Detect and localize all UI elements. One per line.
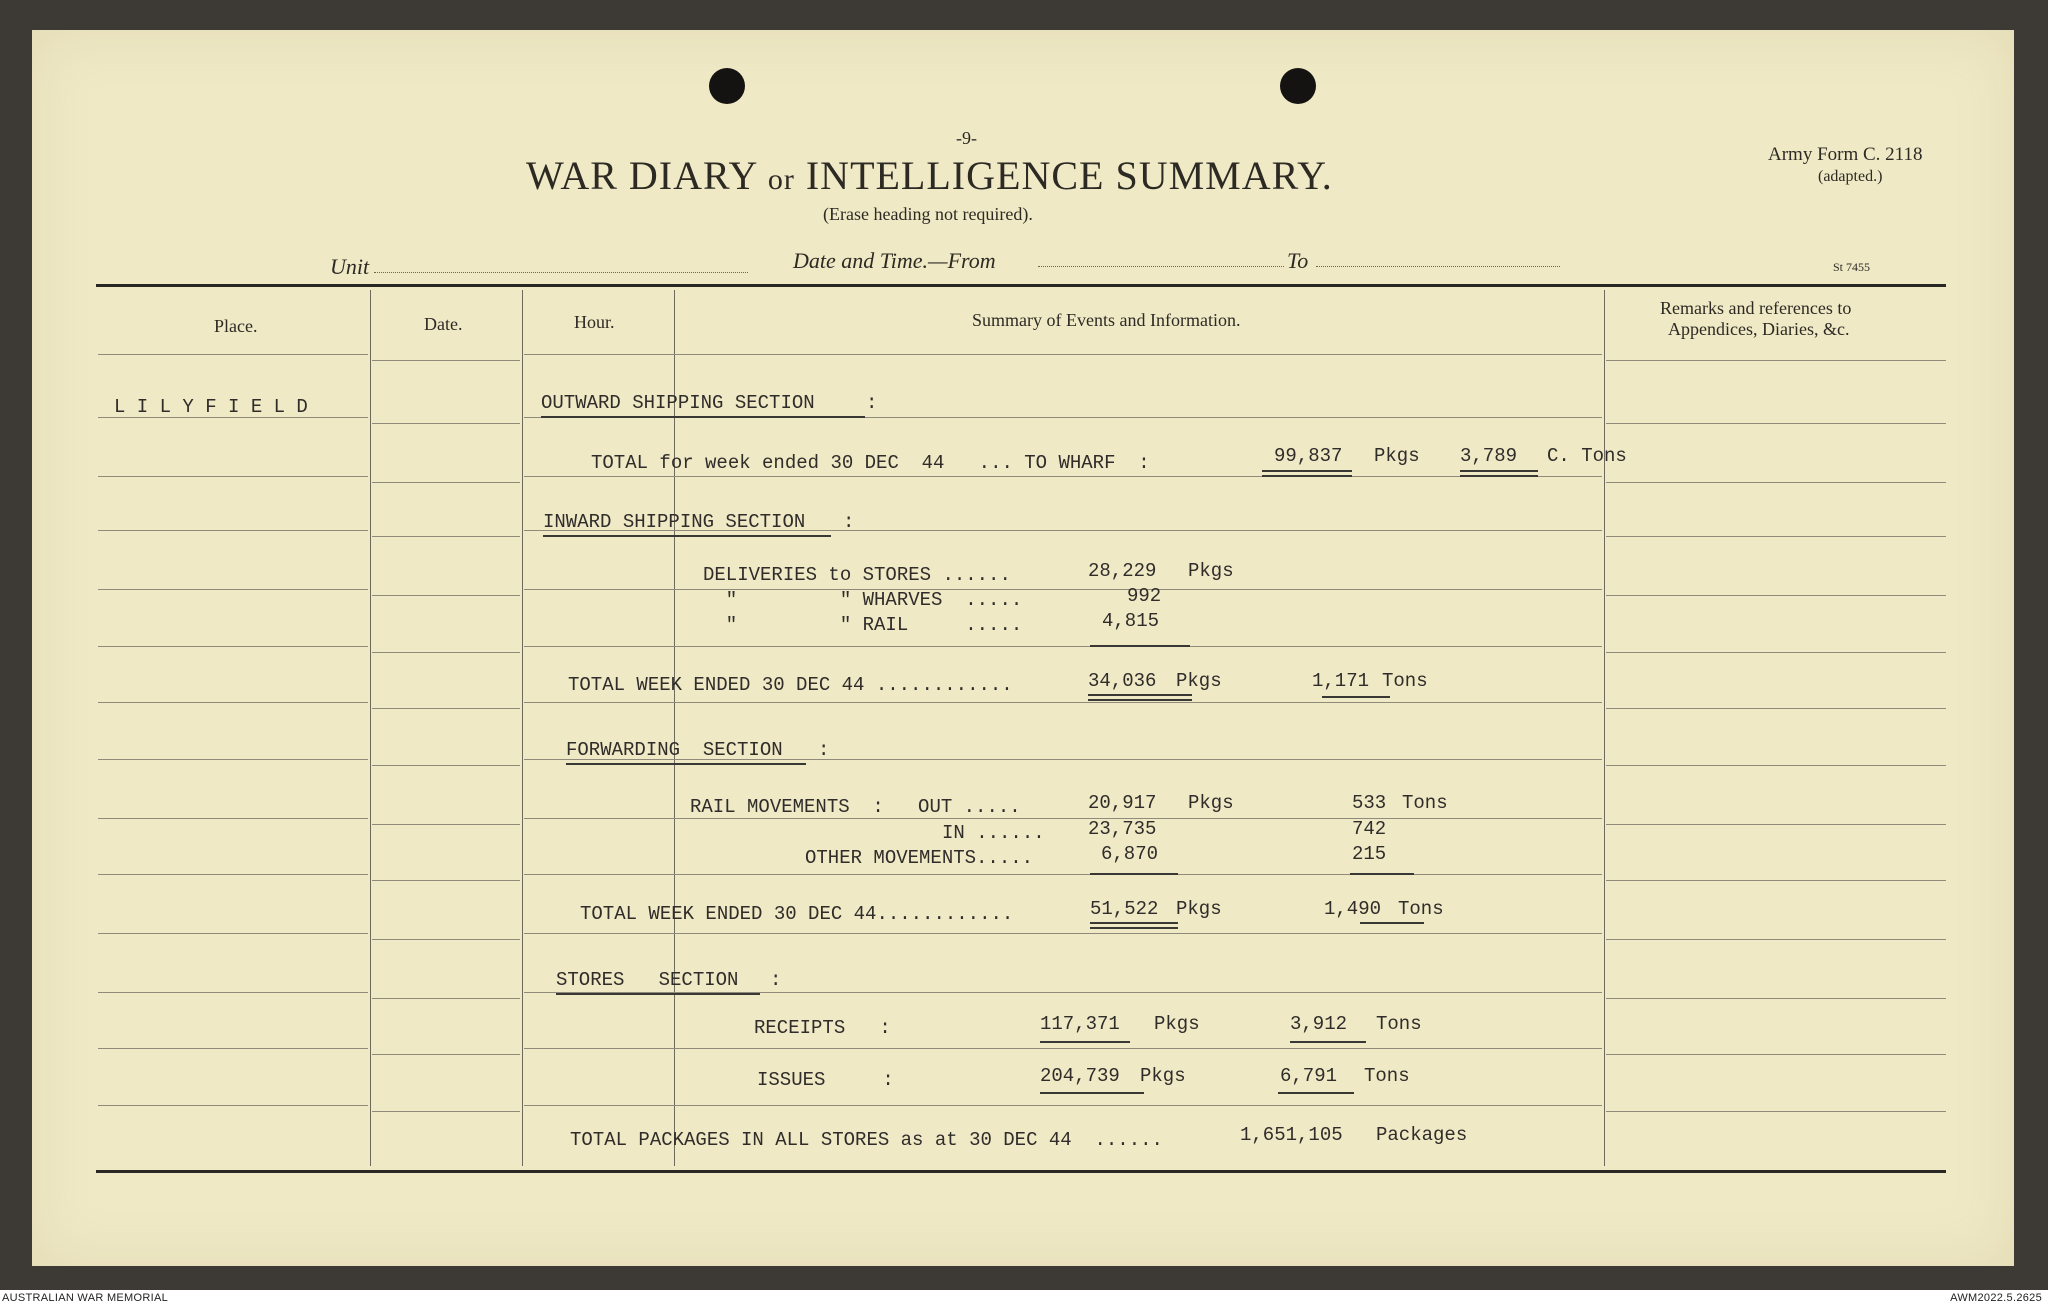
ruled-line xyxy=(98,1048,368,1049)
ruled-line xyxy=(98,354,368,355)
rail-out-label: RAIL MOVEMENTS : OUT ..... xyxy=(690,796,1021,818)
army-form-number: Army Form C. 2118 xyxy=(1768,144,1923,165)
ruled-line xyxy=(1606,880,1946,881)
value-underline xyxy=(1460,475,1538,477)
header-place: Place. xyxy=(214,316,258,336)
all-stores-value: 1,651,105 xyxy=(1240,1124,1343,1146)
ruled-line xyxy=(372,360,520,361)
outward-total-label: TOTAL for week ended 30 DEC 44 ... TO WHARF : xyxy=(591,452,1150,474)
ruled-line xyxy=(1606,1111,1946,1112)
all-stores-unit: Packages xyxy=(1376,1124,1468,1146)
ruled-line xyxy=(98,702,368,703)
erase-note: (Erase heading not required). xyxy=(823,204,1033,224)
value-underline xyxy=(1278,1092,1354,1094)
rail-out-tons: 533 xyxy=(1352,792,1387,814)
rail-in-tons: 742 xyxy=(1352,818,1387,840)
inward-total-tons-unit: Tons xyxy=(1382,670,1428,692)
inward-total-pkgs: 34,036 xyxy=(1088,670,1157,692)
table-top-rule xyxy=(96,284,1946,287)
heading-underline xyxy=(556,993,760,995)
ruled-line xyxy=(372,1111,520,1112)
rail-in-pkgs: 23,735 xyxy=(1088,818,1157,840)
to-field-line xyxy=(1316,266,1560,267)
deliveries-wharves-label: " " WHARVES ..... xyxy=(703,589,1023,611)
deliveries-stores-value: 28,229 xyxy=(1088,560,1157,582)
punch-hole xyxy=(1280,68,1316,104)
other-movements-pkgs: 6,870 xyxy=(1101,843,1159,865)
ruled-line xyxy=(524,1048,1602,1049)
ruled-line xyxy=(524,818,1602,819)
heading-colon: : xyxy=(818,739,830,761)
issues-pkgs-unit: Pkgs xyxy=(1140,1065,1186,1087)
value-underline xyxy=(1262,470,1352,472)
forwarding-total-tons-unit: Tons xyxy=(1398,898,1444,920)
header-summary: Summary of Events and Information. xyxy=(972,310,1241,330)
value-underline xyxy=(1290,1041,1366,1043)
heading-underline xyxy=(543,535,831,537)
receipts-pkgs: 117,371 xyxy=(1040,1013,1120,1035)
value-underline xyxy=(1262,475,1352,477)
ruled-line xyxy=(372,595,520,596)
header-remarks-line1: Remarks and references to xyxy=(1660,298,1852,318)
ruled-line xyxy=(98,818,368,819)
deliveries-stores-unit: Pkgs xyxy=(1188,560,1234,582)
page-number: -9- xyxy=(956,128,977,148)
deliveries-wharves-value: 992 xyxy=(1127,585,1162,607)
ruled-line xyxy=(372,423,520,424)
subtotal-underline xyxy=(1090,645,1190,647)
ruled-line xyxy=(1606,536,1946,537)
value-underline xyxy=(1090,927,1178,929)
date-hour-divider xyxy=(522,290,523,1166)
deliveries-rail-label: " " RAIL ..... xyxy=(703,614,1023,636)
outward-tons-unit: C. Tons xyxy=(1547,445,1627,467)
ruled-line xyxy=(372,652,520,653)
rail-out-pkgs-unit: Pkgs xyxy=(1188,792,1234,814)
forwarding-heading: FORWARDING SECTION xyxy=(566,739,783,761)
stock-code: St 7455 xyxy=(1833,260,1871,274)
ruled-line xyxy=(524,933,1602,934)
ruled-line xyxy=(1606,360,1946,361)
other-movements-tons: 215 xyxy=(1352,843,1387,865)
value-underline xyxy=(1460,470,1538,472)
receipts-pkgs-unit: Pkgs xyxy=(1154,1013,1200,1035)
forwarding-total-tons: 1,490 xyxy=(1324,898,1382,920)
ruled-line xyxy=(524,589,1602,590)
forwarding-total-pkgs: 51,522 xyxy=(1090,898,1159,920)
ruled-line xyxy=(98,589,368,590)
issues-label: ISSUES : xyxy=(757,1069,894,1091)
heading-underline xyxy=(566,763,806,765)
ruled-line xyxy=(1606,824,1946,825)
heading-colon: : xyxy=(843,511,855,533)
ruled-line xyxy=(1606,708,1946,709)
stores-heading: STORES SECTION xyxy=(556,969,739,991)
rail-out-pkgs: 20,917 xyxy=(1088,792,1157,814)
heading-underline xyxy=(541,416,865,418)
header-date: Date. xyxy=(424,314,463,334)
ruled-line xyxy=(372,939,520,940)
ruled-line xyxy=(524,476,1602,477)
ruled-line xyxy=(1606,482,1946,483)
archive-accession-number: AWM2022.5.2625 xyxy=(1950,1292,2042,1304)
ruled-line xyxy=(372,708,520,709)
header-remarks-line2: Appendices, Diaries, &c. xyxy=(1668,319,1850,339)
subtotal-underline xyxy=(1350,873,1414,875)
ruled-line xyxy=(372,880,520,881)
header-hour: Hour. xyxy=(574,312,615,332)
ruled-line xyxy=(98,933,368,934)
value-underline xyxy=(1322,696,1390,698)
deliveries-stores-label: DELIVERIES to STORES ...... xyxy=(703,564,1011,586)
subtotal-underline xyxy=(1090,873,1178,875)
date-time-label: Date and Time.—From xyxy=(793,248,996,273)
rail-in-label: IN ...... xyxy=(942,822,1045,844)
to-label: To xyxy=(1287,248,1309,273)
place-date-divider xyxy=(370,290,371,1166)
value-underline xyxy=(1090,922,1178,924)
ruled-line xyxy=(372,1054,520,1055)
other-movements-label: OTHER MOVEMENTS..... xyxy=(805,847,1034,869)
ruled-line xyxy=(1606,998,1946,999)
ruled-line xyxy=(1606,595,1946,596)
ruled-line xyxy=(98,874,368,875)
punch-hole xyxy=(709,68,745,104)
ruled-line xyxy=(372,824,520,825)
ruled-line xyxy=(98,646,368,647)
unit-label: Unit xyxy=(330,254,370,279)
heading-colon: : xyxy=(866,392,878,414)
from-field-line xyxy=(1038,266,1284,267)
issues-tons: 6,791 xyxy=(1280,1065,1338,1087)
all-stores-label: TOTAL PACKAGES IN ALL STORES as at 30 DEC 44 ...... xyxy=(570,1129,1163,1151)
issues-tons-unit: Tons xyxy=(1364,1065,1410,1087)
ruled-line xyxy=(372,482,520,483)
ruled-line xyxy=(372,998,520,999)
value-underline xyxy=(1088,694,1192,696)
issues-pkgs: 204,739 xyxy=(1040,1065,1120,1087)
archive-footer-bar xyxy=(0,1290,2048,1306)
archive-credit: AUSTRALIAN WAR MEMORIAL xyxy=(2,1292,169,1304)
ruled-line xyxy=(1606,939,1946,940)
value-underline xyxy=(1088,699,1192,701)
ruled-line xyxy=(98,759,368,760)
deliveries-rail-value: 4,815 xyxy=(1102,610,1160,632)
hour-summary-divider xyxy=(674,290,675,1166)
ruled-line xyxy=(1606,1054,1946,1055)
unit-field-line xyxy=(374,272,748,273)
outward-pkgs-unit: Pkgs xyxy=(1374,445,1420,467)
receipts-tons: 3,912 xyxy=(1290,1013,1348,1035)
value-underline xyxy=(1040,1041,1130,1043)
forwarding-total-label: TOTAL WEEK ENDED 30 DEC 44............ xyxy=(580,903,1014,925)
table-bottom-rule xyxy=(96,1170,1946,1173)
ruled-line xyxy=(524,1105,1602,1106)
form-title xyxy=(526,152,1333,199)
value-underline xyxy=(1360,922,1424,924)
inward-shipping-heading: INWARD SHIPPING SECTION xyxy=(543,511,806,533)
summary-remarks-divider xyxy=(1604,290,1605,1166)
title-or: or xyxy=(767,163,795,196)
ruled-line xyxy=(524,702,1602,703)
place-entry: L I L Y F I E L D xyxy=(114,396,308,418)
rail-out-tons-unit: Tons xyxy=(1402,792,1448,814)
ruled-line xyxy=(98,1105,368,1106)
receipts-tons-unit: Tons xyxy=(1376,1013,1422,1035)
ruled-line xyxy=(524,646,1602,647)
outward-pkgs-value: 99,837 xyxy=(1274,445,1343,467)
ruled-line xyxy=(524,874,1602,875)
ruled-line xyxy=(524,354,1602,355)
ruled-line xyxy=(1606,423,1946,424)
title-part1: WAR DIARY xyxy=(526,153,757,198)
ruled-line xyxy=(372,765,520,766)
inward-total-tons: 1,171 xyxy=(1312,670,1370,692)
heading-colon: : xyxy=(770,969,782,991)
receipts-label: RECEIPTS : xyxy=(754,1017,891,1039)
forwarding-total-pkgs-unit: Pkgs xyxy=(1176,898,1222,920)
outward-shipping-heading: OUTWARD SHIPPING SECTION xyxy=(541,392,815,414)
adapted-note: (adapted.) xyxy=(1818,168,1883,185)
ruled-line xyxy=(372,536,520,537)
ruled-line xyxy=(98,992,368,993)
ruled-line xyxy=(1606,765,1946,766)
title-part2: INTELLIGENCE SUMMARY. xyxy=(805,153,1333,198)
ruled-line xyxy=(98,530,368,531)
outward-tons-value: 3,789 xyxy=(1460,445,1518,467)
inward-total-label: TOTAL WEEK ENDED 30 DEC 44 ............ xyxy=(568,674,1013,696)
inward-total-pkgs-unit: Pkgs xyxy=(1176,670,1222,692)
ruled-line xyxy=(98,476,368,477)
ruled-line xyxy=(1606,652,1946,653)
value-underline xyxy=(1040,1092,1144,1094)
